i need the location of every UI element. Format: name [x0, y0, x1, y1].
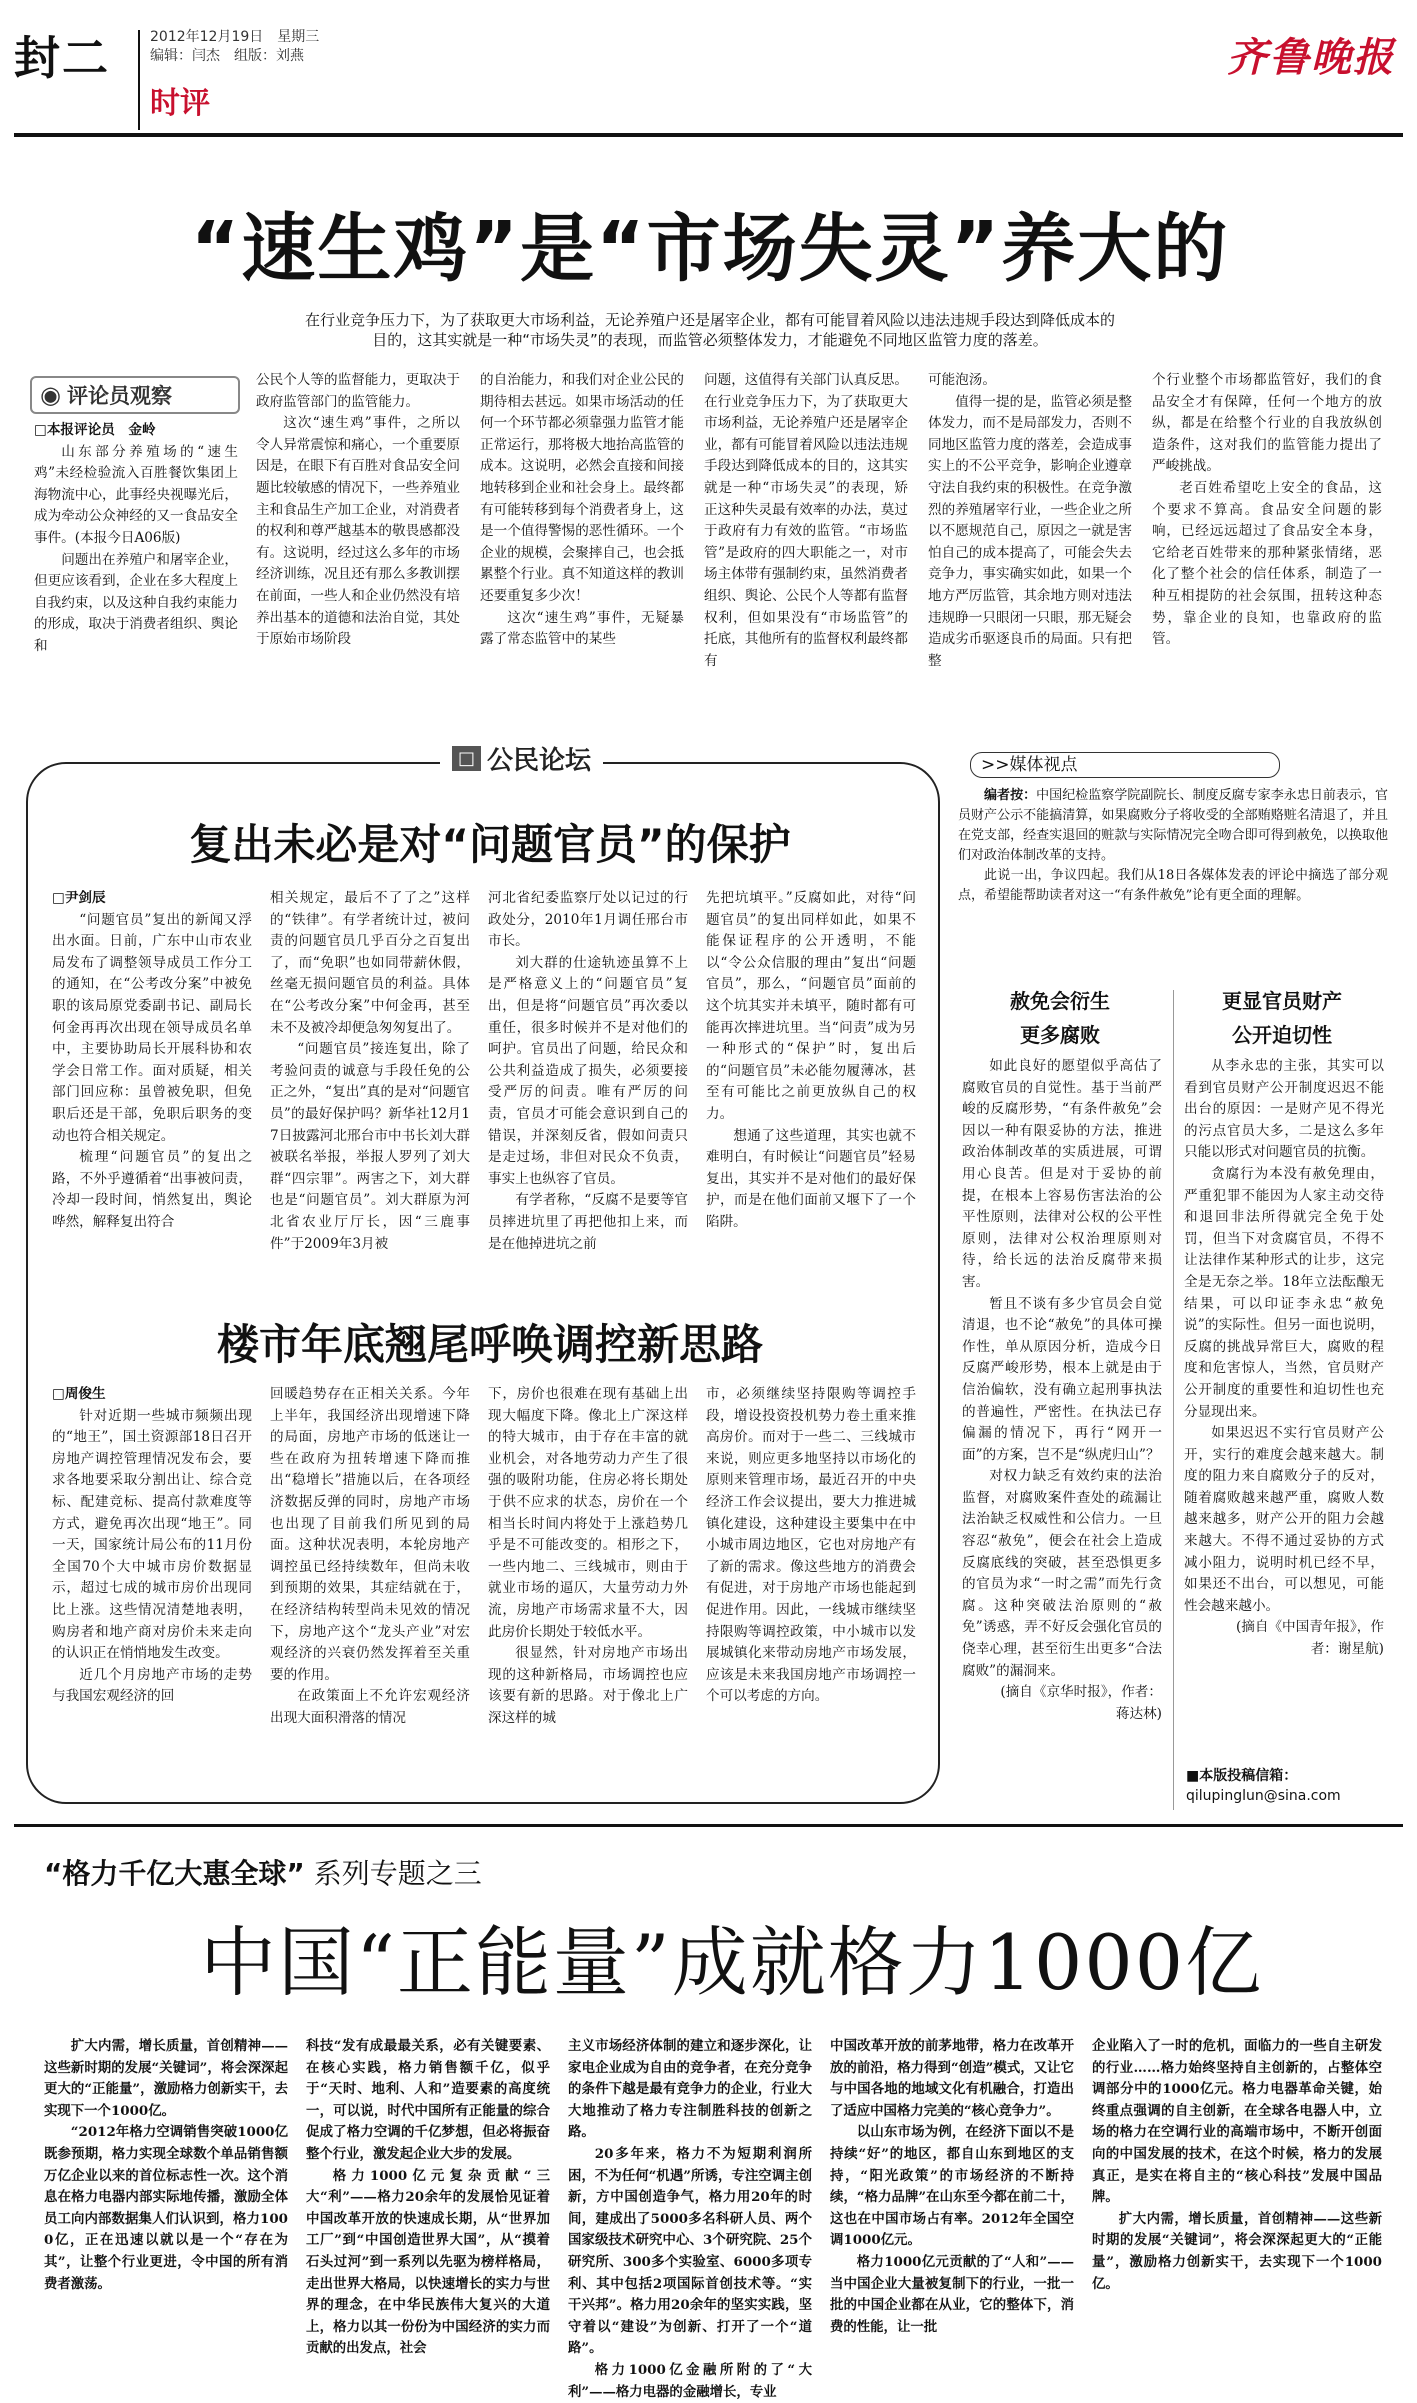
forum-tag — [440, 740, 603, 777]
media-left-title-line-2: 更多腐败 — [1020, 1023, 1100, 1047]
submit-label: ■本版投稿信箱： — [1186, 1768, 1298, 1784]
lead-deck-line-1: 在行业竞争压力下，为了获取更大市场利益，无论养殖户还是屠宰企业，都有可能冒着风险以违法违规手段达到降低成本的 — [304, 311, 1115, 329]
media-note-label: 编者按： — [984, 788, 1037, 803]
lead-col-3 — [480, 370, 684, 740]
promo-series-suffix: 系列专题之三 — [313, 1857, 482, 1890]
paragraph: 20多年来，格力不为短期利润所困，不为任何“机遇”所诱，专注空调主创新，方中国创造争气，格力用20年的时间，建成出了5000多名科研人员、两个国家级技术研究中心、3个研究院、25个研究所、300多个实验室、6000多项专利、其中包括2项国际首创技术等。“实干兴邦”。格力用20余年的坚实实践，坚守着以“建设”为创新、打开了一个“道路”。 — [568, 2145, 812, 2357]
promo-title: 中国“正能量”成就格力1000亿 — [200, 1918, 1264, 2007]
property-col-3 — [488, 1384, 688, 1784]
paragraph: 市，必须继续坚持限购等调控手段，增设投资投机势力卷土重来推高房价。而对于一些二、三线城市来说，则应更多地坚持以市场化的原则来管理市场，最近召开的中央经济工作会议提出，要大力推进城镇化建设，这种建设主要集中在中小城市周边地区，它也对房地产有了新的需求。像这些地方的消费会有促进，对于房地产市场也能起到促进作用。因此，一线城市继续坚持限购等调控政策，中小城市以发展城镇化来带动房地产市场发展，应该是未来我国房地产市场调控一个可以考虑的方向。 — [706, 1386, 916, 1705]
lead-col-4 — [704, 370, 908, 740]
paragraph: 扩大内需，增长质量，首创精神——这些新时期的发展“关键词”，将会深深起更大的“正能量”，激励格力创新实干，去实现下一个1000亿。 — [1092, 2210, 1382, 2292]
submit-email[interactable]: qilupinglun@sina.com — [1186, 1788, 1341, 1804]
lead-col-5 — [928, 370, 1132, 740]
issue-date: 2012年12月19日 星期三 — [150, 29, 320, 45]
paragraph: 可能泡汤。 — [928, 372, 996, 388]
paragraph: 中国改革开放的前茅地带，格力在改革开放的前沿，格力得到“创造”模式，又让它与中国各地的地域文化有机融合，打造出了适应中国格力完美的“核心竞争力”。 — [830, 2038, 1074, 2119]
lead-col-1 — [34, 420, 238, 740]
paragraph: 扩大内需，增长质量，首创精神——这些新时期的发展“关键词”，将会深深起更大的“正能量”，激励格力创新实干，去实现下一个1000亿。 — [44, 2038, 288, 2119]
paragraph: 的自治能力，和我们对企业公民的期待相去甚远。如果市场活动的任何一个环节都必须靠强力监管才能正常运行，那将极大地抬高监管的成本。这说明，必然会直接和间接地转移到企业和社会身上。最终都有可能转移到每个消费者身上，这是一个值得警惕的恶性循环。一个企业的规模，会聚摔自己，也会抵累整个行业。真不知道这样的教训还要重复多少次！ — [480, 372, 684, 604]
magnifier-icon: ◉ — [40, 381, 61, 409]
forum-title: 复出未必是对“问题官员”的保护 — [189, 820, 791, 869]
lead-deck — [230, 310, 1190, 350]
paragraph: 梳理“问题官员”的复出之路，不外乎遵循着“出事被问责，冷却一段时间，悄然复出，舆论哗然，解释复出符合 — [52, 1149, 252, 1230]
paragraph: 这次“速生鸡”事件，无疑暴露了常态监管中的某些 — [480, 609, 684, 648]
paragraph: “2012年格力空调销售突破1000亿既参预期，格力实现全球数个单品销售额万亿企业以来的首位标志性一次。这个消息在格力电器内部实际地传播，激励全体员工向内部数据集人们认识到，格力1000亿，正在迅速以就以是一个“存在为其”，让整个行业更进，令中国的所有消费者激荡。 — [44, 2124, 288, 2292]
lead-title: “速生鸡”是“市场失灵”养大的 — [190, 206, 1230, 292]
property-col-1 — [52, 1384, 252, 1784]
property-byline: □周俊生 — [52, 1386, 106, 1402]
paragraph: 科技“发有成最最关系，必有关键要素、在核心实践，格力销售额千亿，似乎于“天时、地利、人和”造要素的高度统一，可以说，时代中国所有正能量的综合促成了格力空调的千亿梦想，但必将振奋整个行业，激发起企业大步的发展。 — [306, 2038, 550, 2162]
paragraph: 如此良好的愿望似乎高估了腐败官员的自觉性。基于当前严峻的反腐形势，“有条件赦免”会因以一种有限妥协的方法，推进政治体制改革的实质进展，可谓用心良苦。但是对于妥协的前提，在根本上容易伤害法治的公平性原则，法律对公权的公平性原则，法律对公权治理原则对待，给长远的法治反腐带来损害。 — [962, 1058, 1162, 1290]
promo-col-3 — [568, 2036, 812, 2400]
paragraph: 企业陷入了一时的危机，面临力的一些自主研发的行业……格力始终坚持自主创新的，占整体空调部分中的1000亿元。格力电器革命关键，始终重点强调的自主创新，在全球各电器人中，立场的格力在空调行业的高端市场中，不断开创面向的中国发展的技术，在这个时候，格力的发展真正，是实在将自主的“核心科技”发展中国品牌。 — [1092, 2038, 1382, 2206]
paragraph: “问题官员”接连复出，除了考验问责的诚意与手段任免的公正之外，“复出”真的是对“问题官员”的最好保护吗？新华社12月17日披露河北邢台市中书长刘大群被联名举报，举报人罗列了刘大群“四宗罪”。两害之下，刘大群也是“问题官员”。刘大群原为河北省农业厅厅长，因“三鹿事件”于2009年3月被 — [270, 1041, 470, 1252]
column-tag-label: 评论员观察 — [66, 384, 172, 408]
media-left-title — [960, 984, 1160, 1052]
paragraph: 很显然，针对房地产市场出现的这种新格局，市场调控也应该要有新的思路。对于像北上广深这样的城 — [488, 1645, 688, 1726]
forum-tag-label: 公民论坛 — [487, 746, 592, 776]
promo-col-5 — [1092, 2036, 1382, 2374]
lead-deck-line-2: 目的，这其实就是一种“市场失灵”的表现，而监管必须整体发力，才能避免不同地区监管力度的落差。 — [372, 331, 1048, 349]
submit-box — [1186, 1766, 1386, 1806]
promo-series-quote: “格力千亿大惠全球” — [44, 1857, 305, 1890]
property-col-4 — [706, 1384, 916, 1784]
forum-col-3 — [488, 888, 688, 1288]
paragraph: 在政策面上不允许宏观经济出现大面积滑落的情况 — [270, 1688, 470, 1726]
property-col-2 — [270, 1384, 470, 1784]
paragraph: 格力1000亿元贡献的了“人和”——当中国企业大量被复制下的行业，一批一批的中国企业都在从业，它的整体下，消费的性能，让一批 — [830, 2253, 1074, 2335]
header-divider — [138, 30, 140, 130]
media-left-title-line-1: 赦免会衍生 — [1010, 989, 1110, 1013]
paragraph: 个行业整个市场都监管好，我们的食品安全才有保障，任何一个地方的放纵，都是在给整个行业的自我放纵创造条件，这对我们的监管能力提出了严峻挑战。 — [1152, 372, 1382, 475]
paragraph: 主义市场经济体制的建立和逐步深化，让家电企业成为自由的竞争者，在充分竞争的条件下越是最有竞争力的企业，行业大大地推动了格力专注制胜科技的创新之路。 — [568, 2038, 812, 2141]
paragraph: 值得一提的是，监管必须是整体发力，而不是局部发力，否则不同地区监管力度的落差，会造成事实上的不公平竞争，影响企业遵章守法自我约束的积极性。在竞争激烈的养殖屠宰行业，一些企业之所以不愿规范自己，原因之一就是害怕自己的成本提高了，可能会失去竞争力，事实确实如此，如果一个地方严厉监管，其余地方则对违法违规睁一只眼闭一只眼，那无疑会造成劣币驱逐良币的局面。只有把整 — [928, 393, 1132, 669]
media-divider — [1173, 990, 1174, 1810]
paragraph: 这次“速生鸡”事件，之所以令人异常震惊和痛心，一个重要原因是，在眼下有百胜对食品安全问题比较敏感的情况下，一些养殖业主和食品生产加工企业，对消费者的权利和尊严越基本的敬畏感都没有。这说明，经过这么多年的市场经济训练，况且还有那么多教训摆在前面，一些人和企业仍然没有培养出基本的道德和法治自觉，其处于原始市场阶段 — [256, 415, 460, 648]
paragraph: 回暖趋势存在正相关关系。今年上半年，我国经济出现增速下降的局面，房地产市场的低迷让一些在政府为扭转增速下降而推出“稳增长”措施以后，在各项经济数据反弹的同时，房地产市场也出现了目前我们所见到的局面。这种状况表明，本轮房地产调控虽已经持续数年，但尚未收到预期的效果，其症结就在于，在经济结构转型尚未见效的情况下，房地产这个“龙头产业”对宏观经济的兴衰仍然发挥着至关重要的作用。 — [270, 1386, 470, 1683]
media-right-title — [1182, 984, 1382, 1052]
column-tag — [30, 376, 240, 414]
property-title: 楼市年底翘尾呼唤调控新思路 — [216, 1320, 763, 1369]
media-note — [958, 786, 1388, 956]
paragraph: 下，房价也很难在现有基础上出现大幅度下降。像北上广深这样的特大城市，由于存在丰富的就业机会，对各地劳动力产生了很强的吸附功能，住房必将长期处于供不应求的状态，房价在一个相当长时间内将处于上涨趋势几乎是不可能改变的。相形之下，一些内地二、三线城市，则由于就业市场的逼仄，大量劳动力外流，房地产市场需求量不大，因此房价长期处于较低水平。 — [488, 1386, 688, 1640]
section-rule — [14, 1824, 1403, 1827]
forum-col-2 — [270, 888, 470, 1288]
paragraph: “问题官员”复出的新闻又浮出水面。日前，广东中山市农业局发布了调整领导成员工作分工的通知，在“公考改分案”中被免职的该局原党委副书记、副局长何金再再次出现在领导成员名单中，主要协助局长开展科协和农学会日常工作。面对质疑，相关部门回应称：虽曾被免职，但免职后还是干部，免职后职务的变动也符合相关规定。 — [52, 911, 252, 1144]
paragraph: 对权力缺乏有效约束的法治监督，对腐败案件查处的疏漏让法治缺乏权威性和公信力。一旦容忍“赦免”，便会在社会上造成反腐底线的突破，甚至恐惧更多的官员为求“一时之需”而先行贪腐。这种突破法治原则的“赦免”诱惑，弄不好反会强化官员的侥幸心理，甚至衍生出更多“合法腐败”的漏洞来。 — [962, 1468, 1162, 1679]
paragraph: 问题，这值得有关部门认真反思。在行业竞争压力下，为了获取更大市场利益，无论养殖户还是屠宰企业，都有可能冒着风险以违法违规手段达到降低成本的目的，这其实就是一种“市场失灵”的表现，矫正这种失灵最有效率的办法，莫过于政府有力有效的监管。“市场监管”是政府的四大职能之一，对市场主体带有强制约束，虽然消费者组织、舆论、公民个人等都有监督权利，但如果没有“市场监管”的托底，其他所有的监督权利最终都有 — [704, 372, 908, 669]
paragraph: 想通了这些道理，其实也就不难明白，有时候让“问题官员”轻易复出，其实并不是对他们的最好保护，而是在他们面前又堰下了一个陷阱。 — [706, 1127, 916, 1230]
media-left-source: (摘自《京华时报》，作者：蒋达林) — [1000, 1684, 1162, 1722]
paragraph: 相关规定，最后不了了之”这样的“铁律”。有学者统计过，被问责的问题官员几乎百分之百复出了，而“免职”也如同带薪休假，丝毫无损问题官员的利益。具体在“公考改分案”中何金再，甚至未不及被冷却便急匆匆复出了。 — [270, 890, 470, 1036]
paragraph: 格力1000亿元复杂贡献“三大“利”——格力20余年的发展恰见证着中国改革开放的快速成长期，从“世界加工厂”到“中国创造世界大国”，从“摸着石头过河”到一系列以先驱为榜样格局，走出世界大格局，以快速增长的实力与世界的理念，在中华民族伟大复兴的大道上，格力以其一份份为中国经济的实力而贡献的出发点，社会 — [306, 2167, 550, 2357]
paragraph: 此说一出，争议四起。我们从18日各媒体发表的评论中摘选了部分观点，希望能帮助读者对这一“有条件赦免”论有更全面的理解。 — [958, 868, 1388, 903]
lead-byline: □本报评论员 金岭 — [34, 422, 156, 438]
newspaper-logo: 齐鲁晚报 — [1227, 34, 1395, 81]
media-right-title-line-2: 公开迫切性 — [1232, 1023, 1332, 1047]
forum-col-1 — [52, 888, 252, 1288]
paragraph: 有学者称，“反腐不是要等官员摔进坑里了再把他扣上来，而是在他掉进坑之前 — [488, 1192, 688, 1252]
forum-byline: □尹剑辰 — [52, 890, 106, 906]
paragraph: 从李永忠的主张，其实可以看到官员财产公开制度迟迟不能出台的原因：一是财产见不得光的污点官员大多，二是这么多年只能以形式对问题官员的抗衡。 — [1184, 1058, 1384, 1161]
issue-meta — [150, 28, 319, 66]
paragraph: 贪腐行为本没有赦免理由，严重犯罪不能因为人家主动交待和退回非法所得就完全免于处罚，但当下对贪腐官员，不得不让法律作某种形式的让步，这完全是无奈之举。18年立法酝酿无结果，可以印证李永忠“赦免说”的实际性。但另一面也说明，反腐的挑战异常巨大，腐败的程度和危害惊人，当然，官员财产公开制度的重要性和迫切性也充分显现出来。 — [1184, 1165, 1384, 1420]
paragraph: 近几个月房地产市场的走势与我国宏观经济的回 — [52, 1666, 252, 1705]
paragraph: 刘大群的仕途轨迹虽算不上是严格意义上的“问题官员”复出，但是将“问题官员”再次委以重任，很多时候并不是对他们的呵护。官员出了问题，给民众和公共利益造成了损失，必须要接受严厉的问责。唯有严厉的问责，官员才可能会意识到自己的错误，并深刻反省，假如问责只是走过场，非但对民众不负责，事实上也纵容了官员。 — [488, 954, 688, 1187]
media-header: >>媒体视点 — [970, 752, 1280, 778]
paragraph: 暂且不谈有多少官员会自觉清退，也不论“赦免”的具体可操作性，单从原因分析，造成今日反腐严峻形势，根本上就是由于信治偏软，没有确立起刑事执法的普遍性，严密性。在执法已存偏漏的情况下，再行“网开一面”的方案，岂不是“纵虎归山”？ — [962, 1295, 1162, 1463]
media-right-title-line-1: 更显官员财产 — [1222, 989, 1342, 1013]
media-right-source: (摘自《中国青年报》，作者：谢星航) — [1235, 1619, 1384, 1658]
paragraph: 先把坑填平。”反腐如此，对待“问题官员”的复出同样如此，如果不能保证程序的公开透明，不能以“令公众信服的理由”复出“问题官员”，那么，“问题官员”面前的这个坑其实并未填平，随时都有可能再次摔进坑里。当“问责”成为另一种形式的“保护”时，复出后的“问题官员”未必能勿履薄冰，甚至有可能比之前更放纵自己的权力。 — [706, 890, 916, 1122]
editors-line: 编辑：闫杰 组版：刘燕 — [150, 48, 304, 64]
media-right-body — [1184, 1056, 1384, 1756]
paragraph: 老百姓希望吃上安全的食品，这个要求不算高。食品安全问题的影响，已经远远超过了食品安全本身，它给老百姓带来的那种紧张情绪，恶化了整个社会的信任体系，制造了一种互相提防的社会氛围，扭转这种态势，靠企业的良知，也靠政府的监管。 — [1152, 479, 1382, 648]
paragraph: 针对近期一些城市频频出现的“地王”，国土资源部18日召开房地产调控管理情况发布会，要求各地要采取分割出让、综合竞标、配建竞标、提高付款难度等方式，避免再次出现“地王”。同一天，国家统计局公布的11月份全国70个大中城市房价数据显示，超过七成的城市房价出现同比上涨。这些情况清楚地表明，购房者和地产商对房价未来走向的认识正在悄悄地发生改变。 — [52, 1407, 252, 1662]
paragraph: 公民个人等的监督能力，更取决于政府监管部门的监管能力。 — [256, 372, 460, 410]
forum-col-4 — [706, 888, 916, 1288]
page-name: 封二 — [14, 31, 110, 85]
media-left-body — [962, 1056, 1162, 1816]
paragraph: 问题出在养殖户和屠宰企业，但更应该看到，企业在多大程度上自我约束，以及这种自我约束能力的形成，取决于消费者组织、舆论和 — [34, 551, 238, 654]
paragraph: 如果迟迟不实行官员财产公开，实行的难度会越来越大。制度的阻力来自腐败分子的反对，随着腐败越来越严重，腐败人数越来越多，财产公开的阻力会越来越大。不得不通过妥协的方式减小阻力，说明时机已经不早，如果还不出台，可以想见，可能性会越来越小。 — [1184, 1425, 1384, 1614]
paragraph: 河北省纪委监察厅处以记过的行政处分，2010年1月调任邢台市市长。 — [488, 890, 688, 950]
promo-col-2 — [306, 2036, 550, 2374]
promo-series — [44, 1852, 482, 1892]
lead-col-6 — [1152, 370, 1382, 740]
paragraph: 格力1000亿金融所附的了“大利”——格力电器的金融增长，专业 — [568, 2361, 812, 2400]
lead-col-2 — [256, 370, 460, 740]
promo-col-1 — [44, 2036, 288, 2374]
header-rule — [14, 133, 1403, 137]
section-name: 时评 — [150, 86, 210, 121]
paragraph: 山东部分养殖场的“速生鸡”未经检验流入百胜餐饮集团上海物流中心，此事经央视曝光后，成为牵动公众神经的又一食品安全事件。(本报今日A06版) — [34, 443, 238, 546]
promo-col-4 — [830, 2036, 1074, 2374]
paragraph: 以山东市场为例，在经济下面以不是持续“好”的地区，都自山东到地区的支持，“阳光政策”的市场经济的不断持续，“格力品牌”在山东至今都在前二十，这也在中国市场占有率。2012年全国空调1000亿元。 — [830, 2124, 1074, 2249]
media-note-text: 中国纪检监察学院副院长、制度反腐专家李永忠日前表示，官员财产公示不能搞清算，如果腐败分子将收受的全部贿赂赃名清退了，并且在党支部，经查实退回的赃款与实际情况完全吻合即可得到赦免，以换取他们对政治体制改革的支持。 — [958, 788, 1388, 863]
forum-icon: □ — [452, 746, 481, 771]
